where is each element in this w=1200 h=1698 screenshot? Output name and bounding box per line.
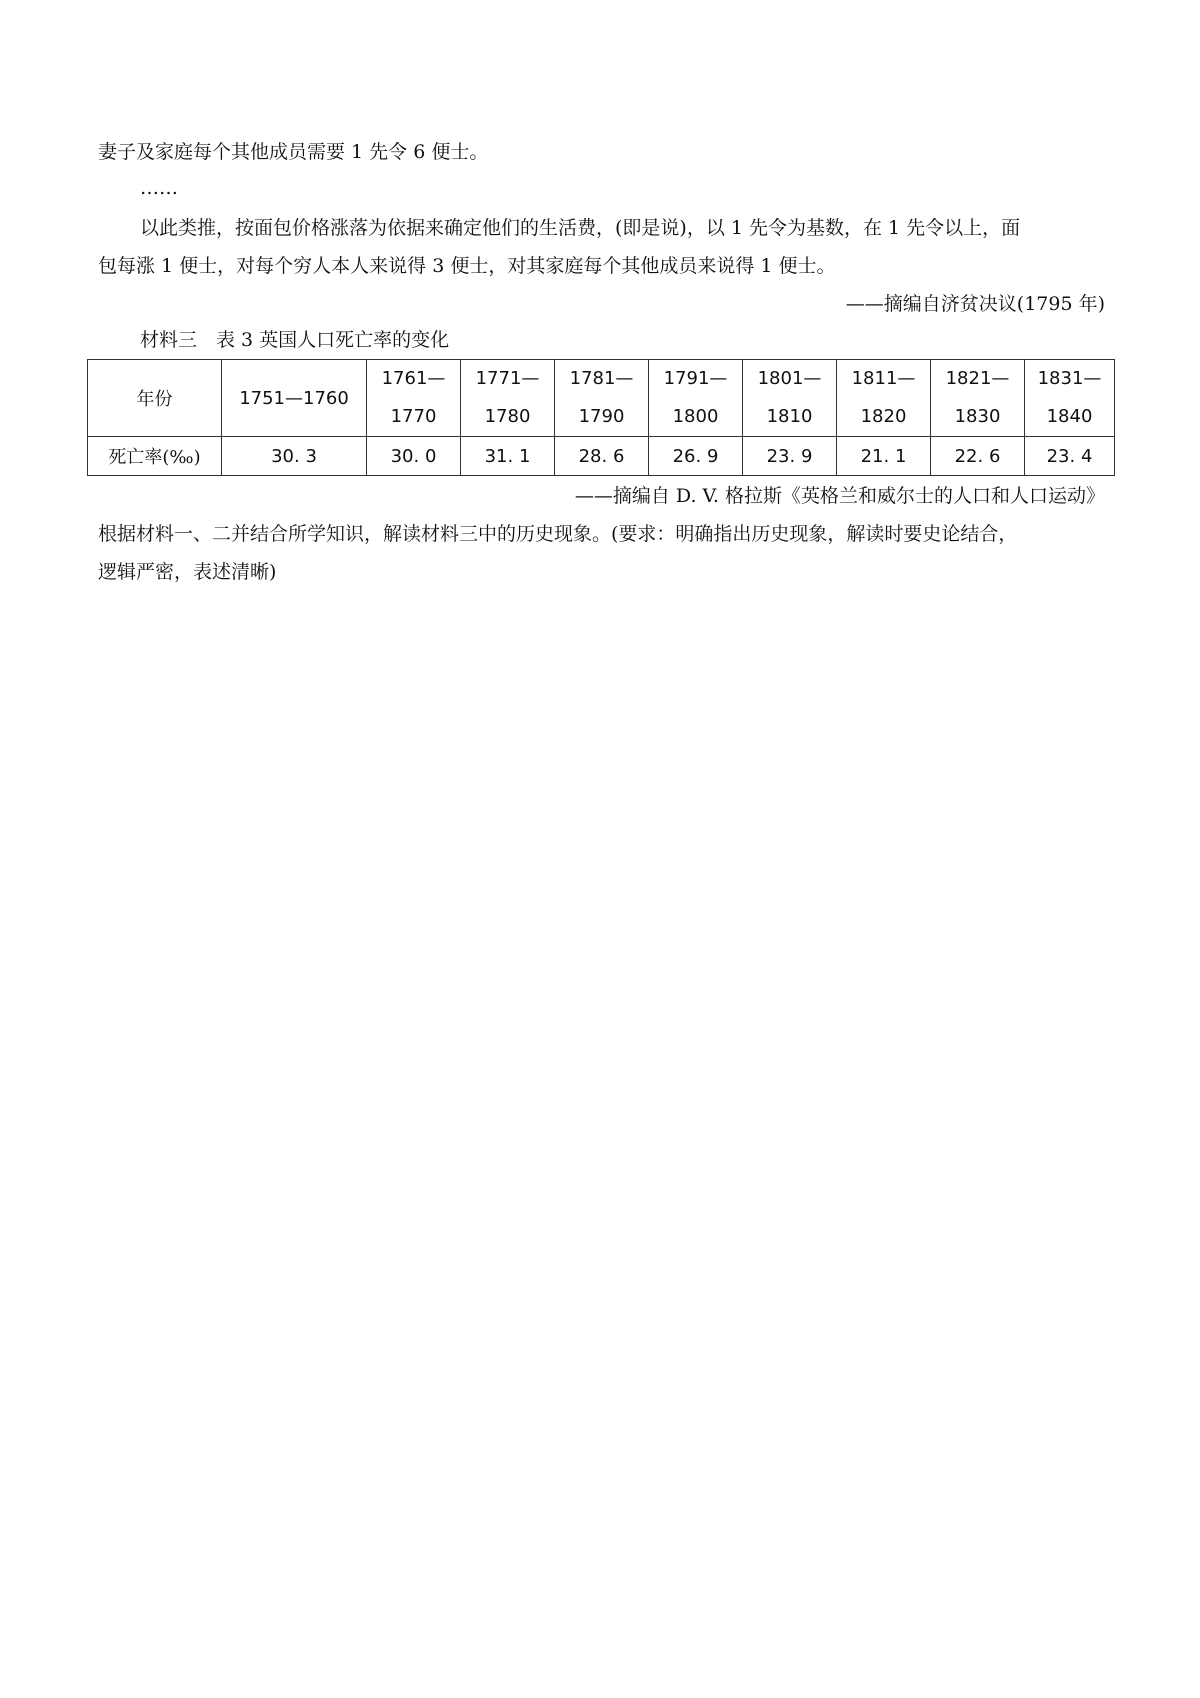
period-cell-5 bbox=[649, 360, 743, 437]
source-citation-2: ——摘编自 D. V. 格拉斯《英格兰和威尔士的人口和人口运动》 bbox=[574, 485, 1105, 507]
period-2-start: 1761— bbox=[381, 368, 446, 389]
period-cell-3 bbox=[461, 360, 555, 437]
source-citation-1: ——摘编自济贫决议(1795 年) bbox=[845, 293, 1105, 315]
period-7-end: 1820 bbox=[860, 406, 907, 427]
period-cell-6 bbox=[743, 360, 837, 437]
period-4-end: 1790 bbox=[578, 406, 625, 427]
period-cell-8 bbox=[931, 360, 1025, 437]
paragraph-2-line-2: 包每涨 1 便士，对每个穷人本人来说得 3 便士，对其家庭每个其他成员来说得 1 便士。 bbox=[98, 255, 836, 277]
period-3-end: 1780 bbox=[484, 406, 531, 427]
period-9-start: 1831— bbox=[1037, 368, 1102, 389]
rate-cell-7: 21. 1 bbox=[837, 437, 931, 476]
rate-cell-8: 22. 6 bbox=[931, 437, 1025, 476]
period-7-start: 1811— bbox=[851, 368, 916, 389]
question-line-1: 根据材料一、二并结合所学知识，解读材料三中的历史现象。(要求：明确指出历史现象，解读时要史论结合， bbox=[98, 523, 1018, 545]
row-label-cell: 死亡率(‰) bbox=[88, 437, 222, 476]
rate-cell-5: 26. 9 bbox=[649, 437, 743, 476]
period-9-end: 1840 bbox=[1046, 406, 1093, 427]
period-8-start: 1821— bbox=[945, 368, 1010, 389]
rate-cell-9: 23. 4 bbox=[1025, 437, 1115, 476]
period-1-label: 1751—1760 bbox=[239, 387, 349, 409]
header-label-cell: 年份 bbox=[88, 360, 222, 437]
table-header-row bbox=[88, 360, 1115, 437]
rate-cell-6: 23. 9 bbox=[743, 437, 837, 476]
period-5-end: 1800 bbox=[672, 406, 719, 427]
rate-cell-3: 31. 1 bbox=[461, 437, 555, 476]
period-cell-2 bbox=[367, 360, 461, 437]
period-3-start: 1771— bbox=[475, 368, 540, 389]
paragraph-2-line-1: 以此类推，按面包价格涨落为依据来确定他们的生活费，(即是说)，以 1 先令为基数，在 1 先令以上，面 bbox=[140, 217, 1021, 239]
period-cell-9 bbox=[1025, 360, 1115, 437]
material-3-title: 材料三 表 3 英国人口死亡率的变化 bbox=[140, 329, 450, 351]
rate-cell-2: 30. 0 bbox=[367, 437, 461, 476]
period-6-end: 1810 bbox=[766, 406, 813, 427]
question-line-2: 逻辑严密，表述清晰) bbox=[98, 561, 277, 583]
text-line-wife-allowance: 妻子及家庭每个其他成员需要 1 先令 6 便士。 bbox=[98, 141, 489, 163]
period-4-start: 1781— bbox=[569, 368, 634, 389]
period-8-end: 1830 bbox=[954, 406, 1001, 427]
period-5-start: 1791— bbox=[663, 368, 728, 389]
table-data-row bbox=[88, 437, 1115, 476]
rate-cell-1: 30. 3 bbox=[222, 437, 367, 476]
rate-cell-4: 28. 6 bbox=[555, 437, 649, 476]
mortality-table bbox=[87, 359, 1115, 476]
period-cell-1 bbox=[222, 360, 367, 437]
period-cell-4 bbox=[555, 360, 649, 437]
period-2-end: 1770 bbox=[390, 406, 437, 427]
ellipsis: …… bbox=[140, 177, 178, 199]
period-6-start: 1801— bbox=[757, 368, 822, 389]
period-cell-7 bbox=[837, 360, 931, 437]
